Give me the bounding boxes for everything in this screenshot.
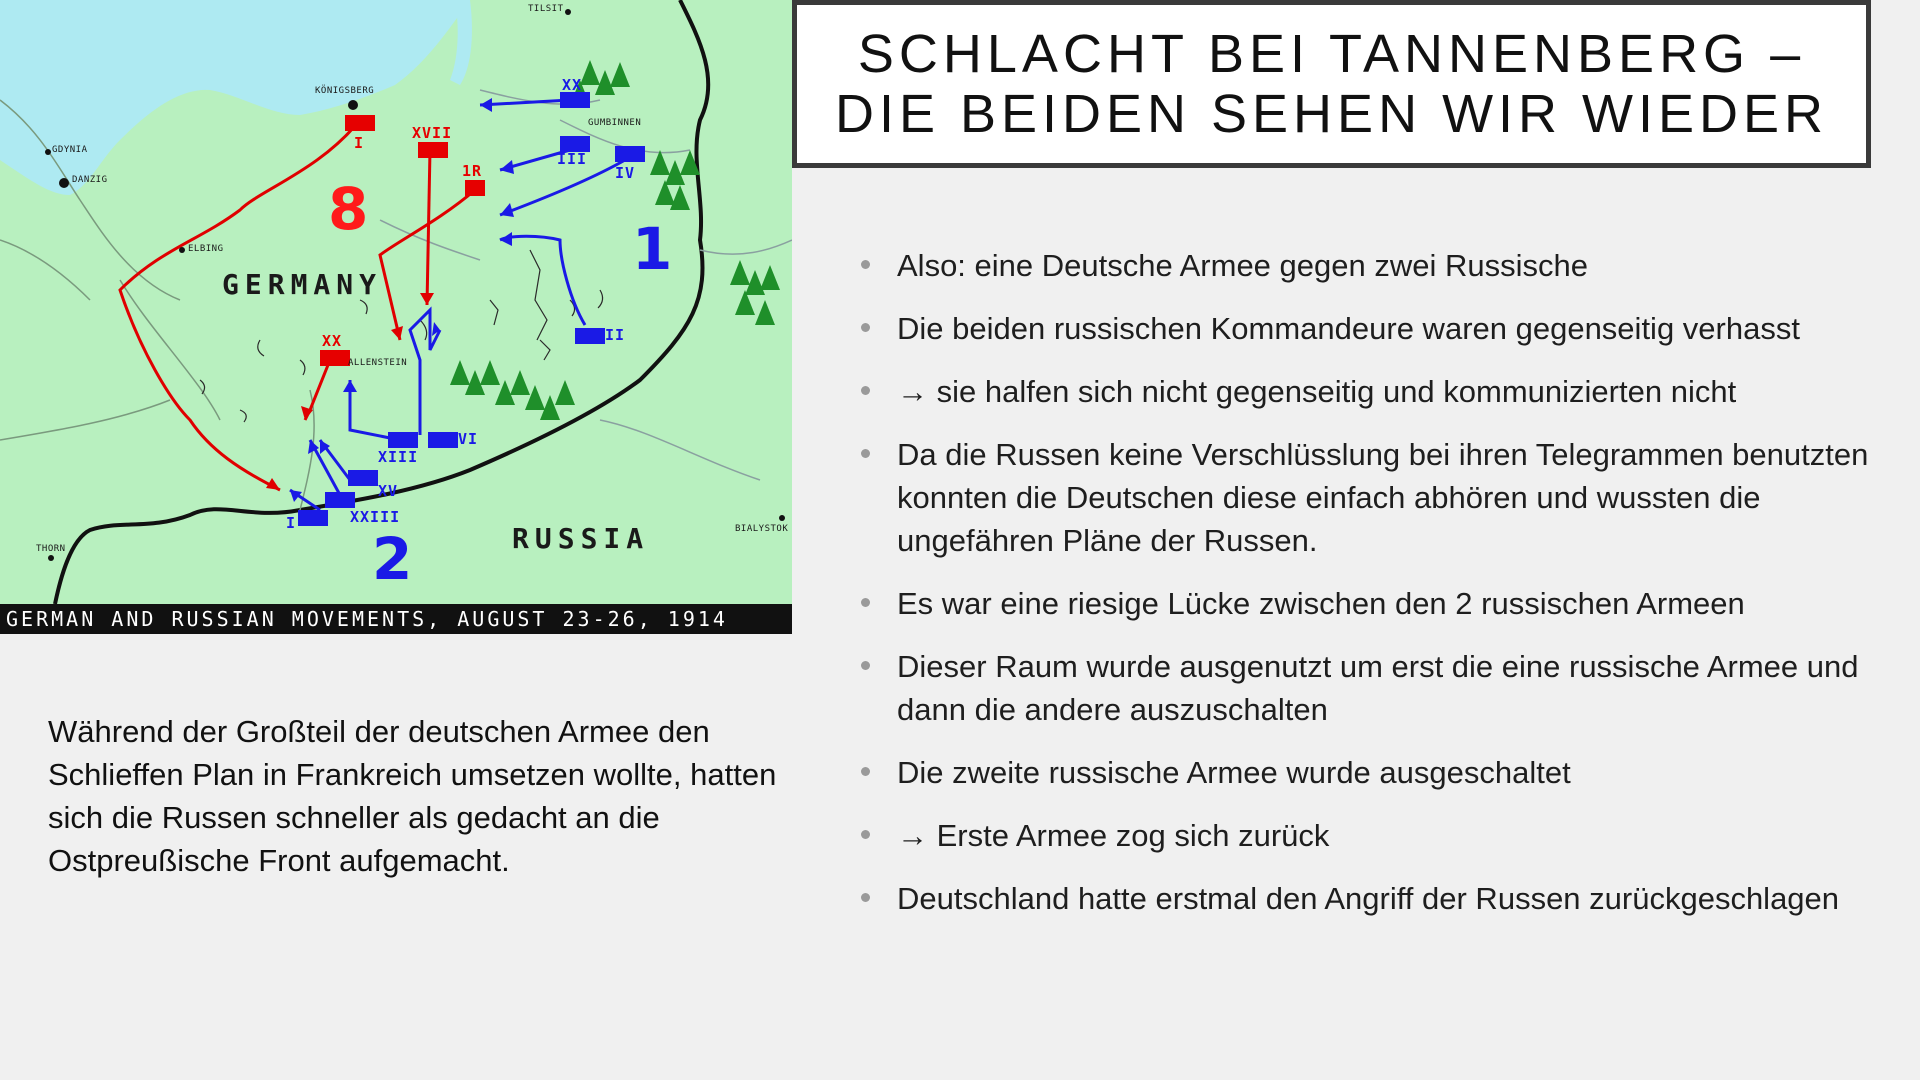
bullet-dot-icon <box>861 767 870 776</box>
russian-unit-i: I <box>286 514 297 532</box>
city-allenstein: ALLENSTEIN <box>348 358 408 368</box>
bullet-text: Dieser Raum wurde ausgenutzt um erst die eine russische Armee und dann die andere auszuschalten <box>897 649 1859 727</box>
city-bialystok: BIALYSTOK <box>735 524 789 534</box>
bullet-dot-icon <box>861 449 870 458</box>
german-movements <box>120 120 475 490</box>
russian-unit-markers <box>298 92 645 526</box>
russian-unit-xv: XV <box>378 482 399 500</box>
bullet-text: Also: eine Deutsche Armee gegen zwei Russische <box>897 248 1588 283</box>
bullet-dot-icon <box>861 893 870 902</box>
country-germany: GERMANY <box>222 268 383 301</box>
german-unit-xx: XX <box>322 332 343 350</box>
bullet-dot-icon <box>861 323 870 332</box>
bullet-item <box>855 244 1875 287</box>
bullet-text: Deutschland hatte erstmal den Angriff der Russen zurückgeschlagen <box>897 881 1840 916</box>
bullet-item <box>855 751 1875 794</box>
bullet-text: Die zweite russische Armee wurde ausgeschaltet <box>897 755 1571 790</box>
city-danzig: DANZIG <box>72 175 108 185</box>
russian-unit-xxiii: XXIII <box>350 508 401 526</box>
city-gdynia: GDYNIA <box>52 145 88 155</box>
bullet-item <box>855 814 1875 857</box>
bullet-dot-icon <box>861 830 870 839</box>
german-unit-i: I <box>354 134 365 152</box>
bullet-dot-icon <box>861 386 870 395</box>
russian-unit-vi: VI <box>458 430 479 448</box>
bullet-item <box>855 645 1875 731</box>
map-caption: GERMAN AND RUSSIAN MOVEMENTS, AUGUST 23-26, 1914 <box>0 604 792 634</box>
bullet-dot-icon <box>861 260 870 269</box>
bullet-text: → sie halfen sich nicht gegenseitig und kommunizierten nicht <box>897 374 1737 409</box>
bullet-list <box>855 244 1875 940</box>
baltic-sea <box>0 0 470 195</box>
bullet-item <box>855 307 1875 350</box>
bullet-item <box>855 433 1875 562</box>
city-konigsberg: KÖNIGSBERG <box>315 86 375 96</box>
german-unit-xvii: XVII <box>412 124 453 142</box>
russian-unit-xx: XX <box>562 76 583 94</box>
battle-map <box>0 0 792 634</box>
german-unit-1r: 1R <box>462 162 483 180</box>
bullet-text: Da die Russen keine Verschlüsslung bei ihren Telegrammen benutzten konnten die Deutschen diese einfach abhören und wussten die ungefähren Pläne der Russen. <box>897 437 1869 558</box>
bullet-dot-icon <box>861 661 870 670</box>
bullet-item <box>855 877 1875 920</box>
slide-title-box <box>792 0 1871 168</box>
bullet-item <box>855 370 1875 413</box>
bullet-text: Es war eine riesige Lücke zwischen den 2 russischen Armeen <box>897 586 1745 621</box>
russian-1st-army-label: 1 <box>632 215 673 283</box>
city-gumbinnen: GUMBINNEN <box>588 118 642 128</box>
intro-paragraph: Während der Großteil der deutschen Armee den Schlieffen Plan in Frankreich umsetzen wollte, hatten sich die Russen schneller als gedacht an die Ostpreußische Front aufgemacht. <box>48 714 777 878</box>
russian-unit-iii: III <box>557 150 588 168</box>
slide-title-line-1: SCHLACHT BEI TANNENBERG – <box>857 24 1806 84</box>
slide-title-line-2: DIE BEIDEN SEHEN WIR WIEDER <box>834 84 1829 144</box>
german-8th-army-label: 8 <box>328 175 369 243</box>
bullet-text: → Erste Armee zog sich zurück <box>897 818 1330 853</box>
city-tilsit: TILSIT <box>528 4 564 14</box>
bullet-item <box>855 582 1875 625</box>
forests <box>450 60 780 420</box>
russian-2nd-army-label: 2 <box>372 525 413 593</box>
bullet-text: Die beiden russischen Kommandeure waren gegenseitig verhasst <box>897 311 1800 346</box>
country-russia: RUSSIA <box>512 522 650 555</box>
russian-unit-xiii: XIII <box>378 448 419 466</box>
russian-unit-iv: IV <box>615 164 636 182</box>
russian-unit-ii: II <box>605 326 626 344</box>
city-elbing: ELBING <box>188 244 224 254</box>
city-thorn: THORN <box>36 544 66 554</box>
bullet-dot-icon <box>861 598 870 607</box>
